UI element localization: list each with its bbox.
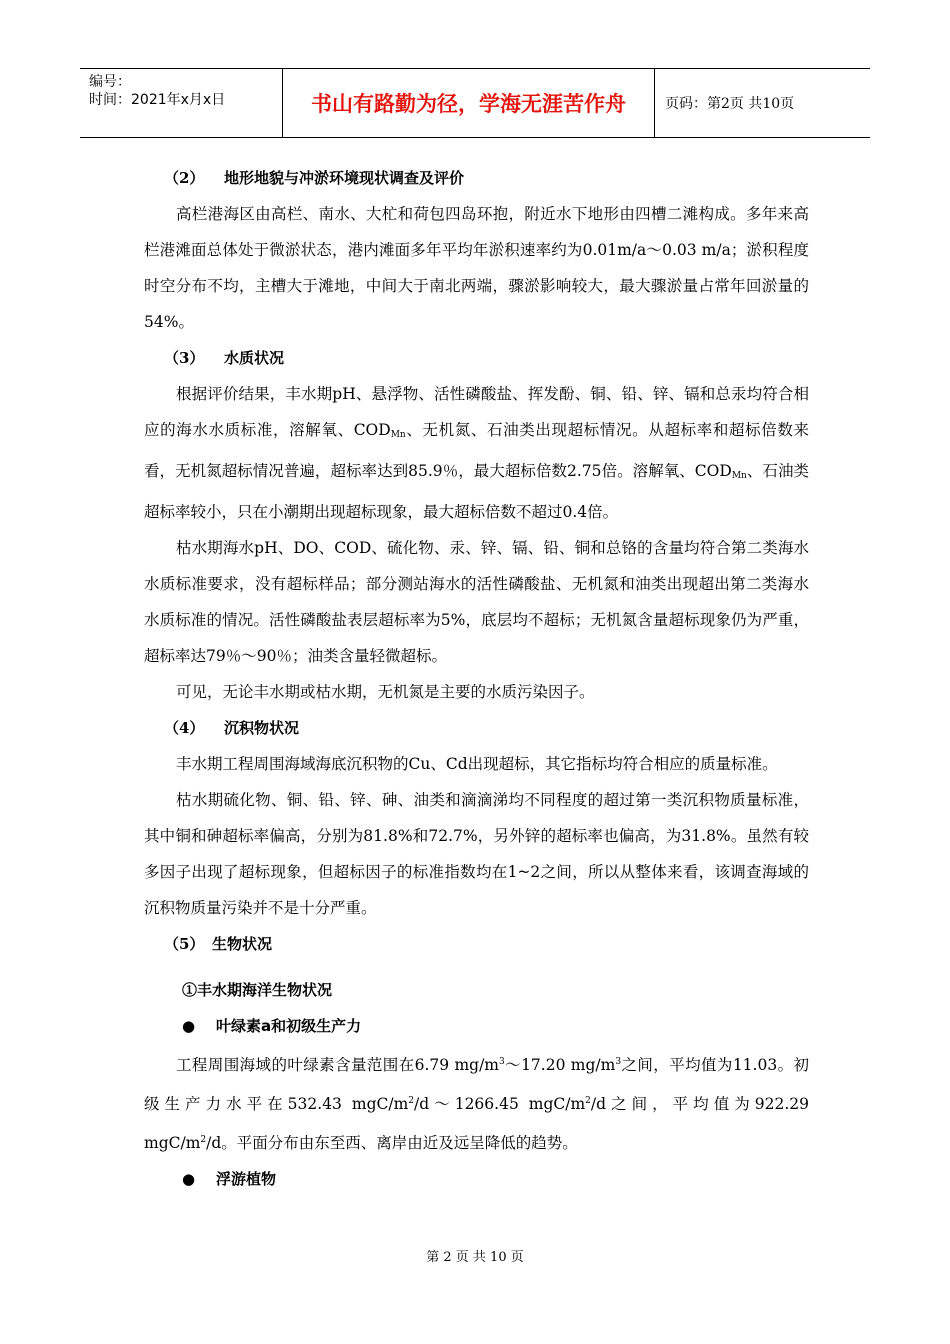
paragraph: 高栏港海区由高栏、南水、大杧和荷包四岛环抱，附近水下地形由四槽二滩构成。多年来高栏港滩面总体处于微淤状态，港内滩面多年平均年淤积速率约为0.01m/a～0.03 m/a；淤积程度时空分布不均，主槽大于滩地，中间大于南北两端，骤淤影响较大，最大骤淤量占常年回淤量的54%。 [144, 205, 809, 331]
section-heading: （5） 生物状况 [164, 935, 273, 953]
bullet-item: ● 叶绿素a和初级生产力 [144, 1008, 809, 1044]
section-heading: （2） 地形地貌与冲淤环境现状调查及评价 [164, 169, 465, 187]
bullet-item: ● 浮游植物 [144, 1161, 809, 1197]
paragraph: 丰水期工程周围海域海底沉积物的Cu、Cd出现超标，其它指标均符合相应的质量标准。 [176, 755, 778, 773]
bullet-icon: ● [182, 1017, 196, 1035]
section-heading: （3） 水质状况 [164, 349, 285, 367]
section-heading: （4） 沉积物状况 [164, 719, 300, 737]
date-label: 时间：2021年x月x日 [89, 92, 226, 108]
document-body [144, 160, 809, 1197]
paragraph: 枯水期硫化物、铜、铅、锌、砷、油类和滴滴涕均不同程度的超过第一类沉积物质量标准，其中铜和砷超标率偏高，分别为81.8%和72.7%，另外锌的超标率也偏高，为31.8%。虽然有较多因子出现了超标现象，但超标因子的标准指数均在1~2之间，所以从整体来看，该调查海域的沉积物质量污染并不是十分严重。 [144, 791, 809, 917]
header-left-cell [80, 69, 282, 137]
header-table [80, 68, 870, 138]
page-footer: 第 2 页 共 10 页 [426, 1250, 524, 1265]
paragraph: 可见，无论丰水期或枯水期，无机氮是主要的水质污染因子。 [176, 683, 595, 701]
number-label: 编号： [89, 74, 131, 90]
header-motto: 书山有路勤为径，学海无涯苦作舟 [311, 92, 626, 116]
paragraph: 工程周围海域的叶绿素含量范围在6.79 $mg/m^3\sim 17.20$ $mg/m^3$之间，平均值为11.03。初级生产力水平在532.43 mgC/$m^2/d\sim 1266.45$ mgC/$m^2/d$之间，平均值为922.29 mgC/$m^2/d$。平面分布由东至西、离岸由近及远呈降低的趋势。 [144, 1056, 810, 1152]
sub-heading: ①丰水期海洋生物状况 [182, 981, 333, 999]
paragraph: 枯水期海水pH、DO、COD、硫化物、汞、锌、镉、铅、铜和总铬的含量均符合第二类海水水质标准要求，没有超标样品；部分测站海水的活性磷酸盐、无机氮和油类出现超出第二类海水水质标准的情况。活性磷酸盐表层超标率为5%，底层均不超标；无机氮含量超标现象仍为严重，超标率达79％～90％；油类含量轻微超标。 [144, 539, 809, 665]
bullet-icon: ● [182, 1170, 196, 1188]
header-page-info: 页码：第2页 共10页 [665, 96, 795, 112]
paragraph: 根据评价结果，丰水期pH、悬浮物、活性磷酸盐、挥发酚、铜、铅、锌、镉和总汞均符合相应的海水水质标准，溶解氧、$COD_{Mn}$、无机氮、石油类出现超标情况。从超标率和超标倍数来看，无机氮超标情况普遍，超标率达到85.9％，最大超标倍数2.75倍。溶解氧、$COD_{Mn}$、石油类超标率较小，只在小潮期出现超标现象，最大超标倍数不超过0.4倍。 [144, 385, 809, 521]
